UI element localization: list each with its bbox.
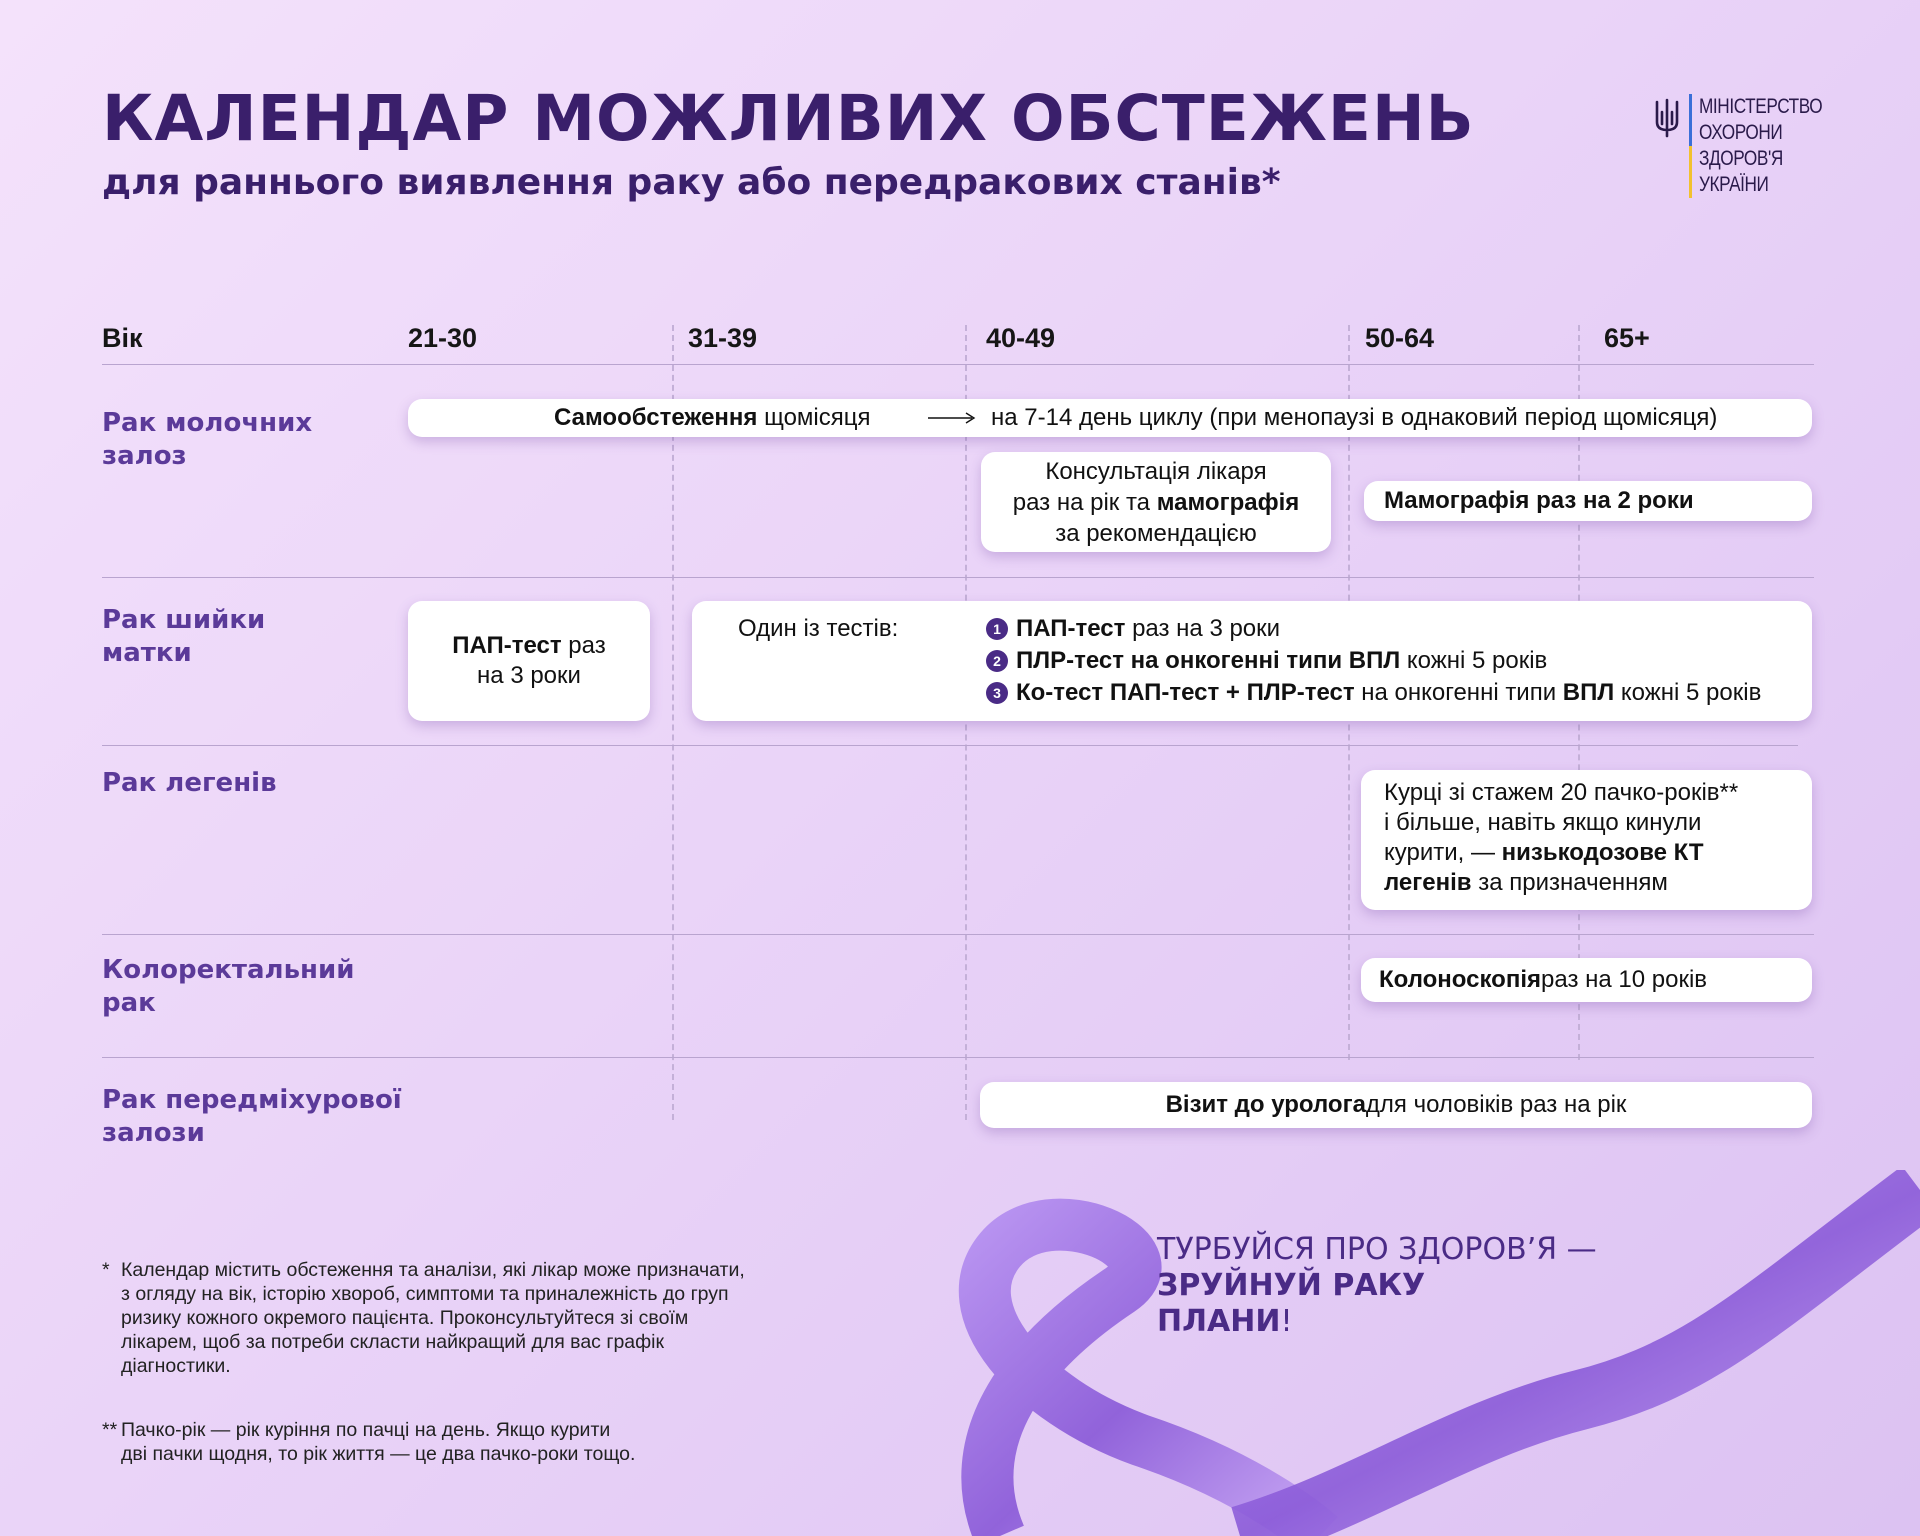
footnote-line: Календар містить обстеження та аналізи, які лікар може призначати, bbox=[121, 1259, 745, 1281]
lung-card bbox=[1361, 770, 1812, 910]
logo-divider bbox=[1689, 94, 1692, 198]
logo-line: УКРАЇНИ bbox=[1699, 173, 1769, 196]
pap-bold: ПАП-тест bbox=[452, 632, 562, 659]
footnote-2 bbox=[121, 1418, 821, 1466]
self-exam-rest: щомісяця bbox=[757, 404, 871, 431]
lung-line: і більше, навіть якщо кинули bbox=[1384, 809, 1702, 836]
option-bold: Ко-тест ПАП-тест + ПЛР-тест bbox=[1016, 679, 1355, 706]
slogan bbox=[1157, 1232, 1597, 1340]
option-rest: кожні 5 років bbox=[1400, 647, 1548, 674]
logo-line: ОХОРОНИ bbox=[1699, 121, 1783, 144]
footnote-line: дві пачки щодня, то рік життя — це два пачко-роки тощо. bbox=[121, 1443, 636, 1465]
option-bold: ВПЛ bbox=[1562, 679, 1615, 706]
consult-bold: мамографія bbox=[1156, 488, 1300, 516]
row-separator bbox=[102, 745, 1798, 746]
logo-line: ЗДОРОВ'Я bbox=[1699, 147, 1783, 170]
slogan-bold: ПЛАНИ bbox=[1157, 1304, 1281, 1339]
test-option-1 bbox=[986, 615, 1280, 643]
lung-text: курити, — bbox=[1384, 839, 1502, 866]
pap-line: на 3 роки bbox=[477, 662, 581, 689]
pap-test-card bbox=[408, 601, 650, 721]
row-separator bbox=[102, 364, 1814, 365]
lung-line bbox=[1384, 838, 1812, 868]
lung-text: за призначенням bbox=[1471, 869, 1668, 896]
age-column-21-30: 21-30 bbox=[408, 323, 478, 353]
footnote-line: Пачко-рік — рік куріння по пачці на день. Якщо курити bbox=[121, 1419, 611, 1441]
lung-bold: низькодозове КТ bbox=[1501, 839, 1704, 866]
age-column-65-plus: 65+ bbox=[1604, 323, 1650, 353]
footnote-1 bbox=[121, 1258, 881, 1378]
self-exam-detail: на 7-14 день циклу (при менопаузі в однаковий період щомісяця) bbox=[991, 404, 1718, 431]
row-label-colorectal: Колоректальний рак bbox=[102, 955, 355, 1018]
row-label-breast: Рак молочних залоз bbox=[102, 408, 313, 471]
consult-text: раз на рік та bbox=[1012, 488, 1157, 516]
consult-line: за рекомендацією bbox=[1055, 519, 1257, 547]
row-separator bbox=[102, 1057, 1814, 1058]
row-label-cervix: Рак шийки матки bbox=[102, 605, 266, 668]
mammography-text: Мамографія раз на 2 роки bbox=[1384, 487, 1694, 514]
slogan-line: ТУРБУЙСЯ ПРО ЗДОРОВ’Я — bbox=[1157, 1232, 1597, 1267]
option-rest: на онкогенні типи bbox=[1354, 679, 1563, 706]
trident-icon bbox=[1654, 98, 1680, 138]
arrow-right-icon bbox=[928, 412, 976, 424]
lung-bold: легенів bbox=[1384, 869, 1472, 896]
row-label-lung: Рак легенів bbox=[102, 768, 277, 798]
test-option-2 bbox=[986, 647, 1547, 675]
slogan-line bbox=[1157, 1304, 1597, 1340]
age-column-50-64: 50-64 bbox=[1365, 323, 1435, 353]
colonoscopy-bold: Колоноскопія bbox=[1379, 966, 1542, 993]
number-badge-icon: 1 bbox=[986, 618, 1008, 640]
row-separator bbox=[102, 934, 1814, 935]
age-label: Вік bbox=[102, 323, 143, 353]
row-separator bbox=[102, 577, 1814, 578]
page-subtitle: для раннього виявлення раку або передракових станів* bbox=[102, 162, 1281, 203]
footnote-line: з огляду на вік, історію хвороб, симптоми та приналежність до груп bbox=[121, 1283, 729, 1305]
row-label-prostate: Рак передміхурової залози bbox=[102, 1085, 402, 1148]
grid-divider bbox=[672, 325, 674, 1120]
consult-card bbox=[981, 452, 1331, 552]
age-column-40-49: 40-49 bbox=[986, 323, 1056, 353]
self-exam-bold: Самообстеження bbox=[554, 404, 758, 431]
page-title: КАЛЕНДАР МОЖЛИВИХ ОБСТЕЖЕНЬ bbox=[102, 82, 1475, 155]
test-option-3 bbox=[986, 679, 1761, 707]
option-rest: кожні 5 років bbox=[1614, 679, 1762, 706]
cervix-options-card bbox=[692, 601, 1812, 721]
ministry-logo bbox=[1654, 94, 1834, 204]
lung-line: Курці зі стажем 20 пачко-років** bbox=[1384, 779, 1739, 806]
option-rest: раз на 3 роки bbox=[1125, 615, 1281, 642]
grid-divider bbox=[965, 325, 967, 1120]
age-column-31-39: 31-39 bbox=[688, 323, 758, 353]
footnote-line: ризику кожного окремого пацієнта. Проконсультуйтеся зі своїм bbox=[121, 1307, 689, 1329]
one-of-label: Один із тестів: bbox=[738, 615, 899, 642]
urologist-card bbox=[980, 1082, 1812, 1128]
mammography-card bbox=[1364, 481, 1812, 521]
awareness-ribbon-icon bbox=[940, 1170, 1920, 1536]
colonoscopy-rest: раз на 10 років bbox=[1541, 966, 1708, 993]
footnote-mark: * bbox=[102, 1259, 110, 1281]
option-bold: ПАП-тест bbox=[1016, 615, 1126, 642]
option-bold: ПЛР-тест на онкогенні типи ВПЛ bbox=[1016, 647, 1401, 674]
self-exam-card bbox=[408, 399, 1812, 437]
slogan-end: ! bbox=[1280, 1304, 1293, 1339]
pap-rest: раз bbox=[561, 632, 606, 659]
footnote-mark: ** bbox=[102, 1419, 118, 1441]
number-badge-icon: 2 bbox=[986, 650, 1008, 672]
pap-line bbox=[452, 631, 606, 661]
self-exam-text bbox=[554, 404, 870, 432]
footnote-line: лікарем, щоб за потреби скласти найкращий для вас графік bbox=[121, 1331, 665, 1353]
urologist-rest: для чоловіків раз на рік bbox=[1365, 1091, 1627, 1118]
lung-line bbox=[1384, 868, 1812, 898]
consult-line bbox=[1013, 487, 1300, 518]
slogan-line: ЗРУЙНУЙ РАКУ bbox=[1157, 1268, 1426, 1303]
number-badge-icon: 3 bbox=[986, 682, 1008, 704]
logo-line: МІНІСТЕРСТВО bbox=[1699, 95, 1823, 118]
footnote-line: діагностики. bbox=[121, 1355, 231, 1377]
urologist-bold: Візит до уролога bbox=[1165, 1091, 1366, 1118]
colonoscopy-card bbox=[1361, 958, 1812, 1002]
consult-line: Консультація лікаря bbox=[1045, 457, 1267, 485]
